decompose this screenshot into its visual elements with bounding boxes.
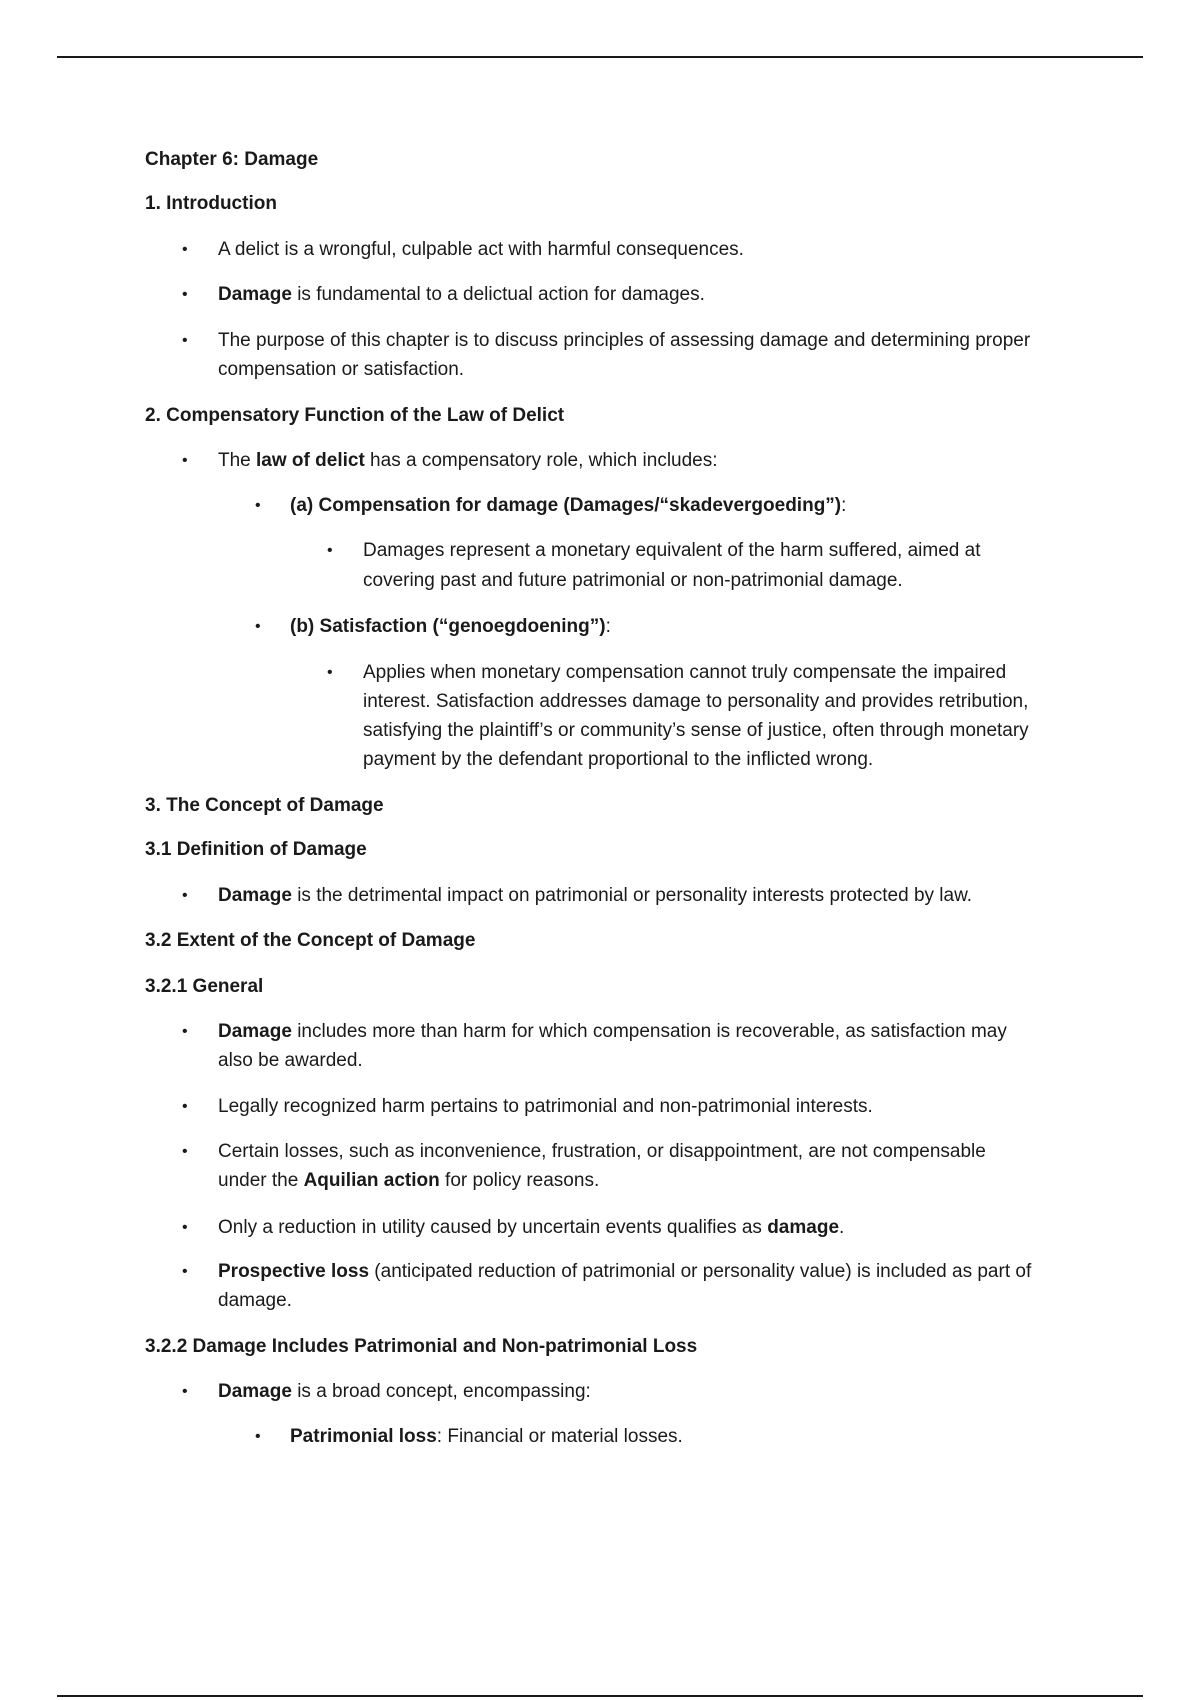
bullet-icon: • [182, 1098, 188, 1115]
list-item-text: is a broad concept, encompassing: [291, 1381, 591, 1402]
list-item [218, 1377, 591, 1406]
bullet-icon: • [182, 241, 188, 258]
bullet-icon: • [182, 1143, 188, 1160]
list-item: A delict is a wrongful, culpable act with harmful consequences. [218, 239, 744, 260]
list-item [218, 1257, 1031, 1286]
footer-rule [57, 1695, 1143, 1697]
bold-term: Damage [218, 1021, 292, 1042]
list-item-text: is fundamental to a delictual action for damages. [291, 284, 705, 305]
bullet-icon: • [182, 1383, 188, 1400]
list-item-text: : [841, 495, 847, 516]
bullet-icon: • [327, 664, 333, 681]
list-item: Applies when monetary compensation cannot truly compensate the impaired [363, 662, 1007, 683]
subsection-heading-general: 3.2.1 General [145, 976, 264, 997]
bold-term: damage [767, 1217, 840, 1238]
bullet-icon: • [182, 1219, 188, 1236]
list-item-continuation: compensation or satisfaction. [218, 359, 465, 380]
list-item-text: Only a reduction in utility caused by uncertain events qualifies as [218, 1217, 768, 1238]
bold-term: Patrimonial loss [290, 1426, 437, 1447]
bullet-icon: • [255, 497, 261, 514]
bold-term: Damage [218, 885, 292, 906]
section-heading-compensatory: 2. Compensatory Function of the Law of Delict [145, 405, 565, 426]
list-item [290, 612, 611, 641]
bold-term: Prospective loss [218, 1261, 370, 1282]
list-item [218, 280, 705, 309]
list-item: Damages represent a monetary equivalent of the harm suffered, aimed at [363, 540, 981, 561]
bold-term: (a) Compensation for damage (Damages/“skadevergoeding”) [290, 495, 842, 516]
bullet-icon: • [182, 1263, 188, 1280]
list-item [218, 1017, 1007, 1046]
list-item-text: includes more than harm for which compensation is recoverable, as satisfaction may [291, 1021, 1007, 1042]
bullet-icon: • [182, 887, 188, 904]
list-item-text: . [839, 1217, 845, 1238]
list-item-text: has a compensatory role, which includes: [364, 450, 718, 471]
list-item-text: : Financial or material losses. [436, 1426, 683, 1447]
bold-term: Damage [218, 284, 292, 305]
list-item [290, 491, 846, 520]
list-item-text: (anticipated reduction of patrimonial or personality value) is included as part of [369, 1261, 1032, 1282]
list-item-continuation: payment by the defendant proportional to the inflicted wrong. [363, 749, 874, 770]
list-item-continuation: damage. [218, 1290, 292, 1311]
list-item-continuation: interest. Satisfaction addresses damage to personality and provides retribution, [363, 691, 1029, 712]
list-item: Certain losses, such as inconvenience, frustration, or disappointment, are not compensable [218, 1141, 986, 1162]
bold-term: Damage [218, 1381, 292, 1402]
chapter-title: Chapter 6: Damage [145, 149, 319, 170]
list-item-text: is the detrimental impact on patrimonial or personality interests protected by law. [291, 885, 973, 906]
bullet-icon: • [182, 286, 188, 303]
list-item: The purpose of this chapter is to discuss principles of assessing damage and determining proper [218, 330, 1031, 351]
list-item: Legally recognized harm pertains to patrimonial and non-patrimonial interests. [218, 1096, 873, 1117]
subsection-heading-extent: 3.2 Extent of the Concept of Damage [145, 930, 476, 951]
bullet-icon: • [182, 332, 188, 349]
list-item-continuation: covering past and future patrimonial or non-patrimonial damage. [363, 570, 903, 591]
list-item [218, 446, 718, 475]
list-item-continuation [218, 1166, 599, 1195]
subsection-heading-definition: 3.1 Definition of Damage [145, 839, 367, 860]
list-item [218, 881, 972, 910]
list-item [218, 1213, 844, 1242]
bullet-icon: • [182, 1023, 188, 1040]
bullet-icon: • [255, 1428, 261, 1445]
bold-term: law of delict [256, 450, 365, 471]
bold-term: Aquilian action [303, 1170, 440, 1191]
bullet-icon: • [255, 618, 261, 635]
list-item-continuation: also be awarded. [218, 1050, 363, 1071]
header-rule [57, 56, 1143, 58]
list-item [290, 1422, 683, 1451]
list-item-text: The [218, 450, 257, 471]
list-item-text: : [605, 616, 611, 637]
subsection-heading-patrimonial: 3.2.2 Damage Includes Patrimonial and Non-patrimonial Loss [145, 1336, 698, 1357]
section-heading-introduction: 1. Introduction [145, 193, 277, 214]
list-item-continuation: satisfying the plaintiff’s or community’s sense of justice, often through monetary [363, 720, 1029, 741]
bullet-icon: • [182, 452, 188, 469]
list-item-text: for policy reasons. [439, 1170, 600, 1191]
section-heading-concept: 3. The Concept of Damage [145, 795, 384, 816]
bold-term: (b) Satisfaction (“genoegdoening”) [290, 616, 606, 637]
bullet-icon: • [327, 542, 333, 559]
list-item-text: under the [218, 1170, 304, 1191]
